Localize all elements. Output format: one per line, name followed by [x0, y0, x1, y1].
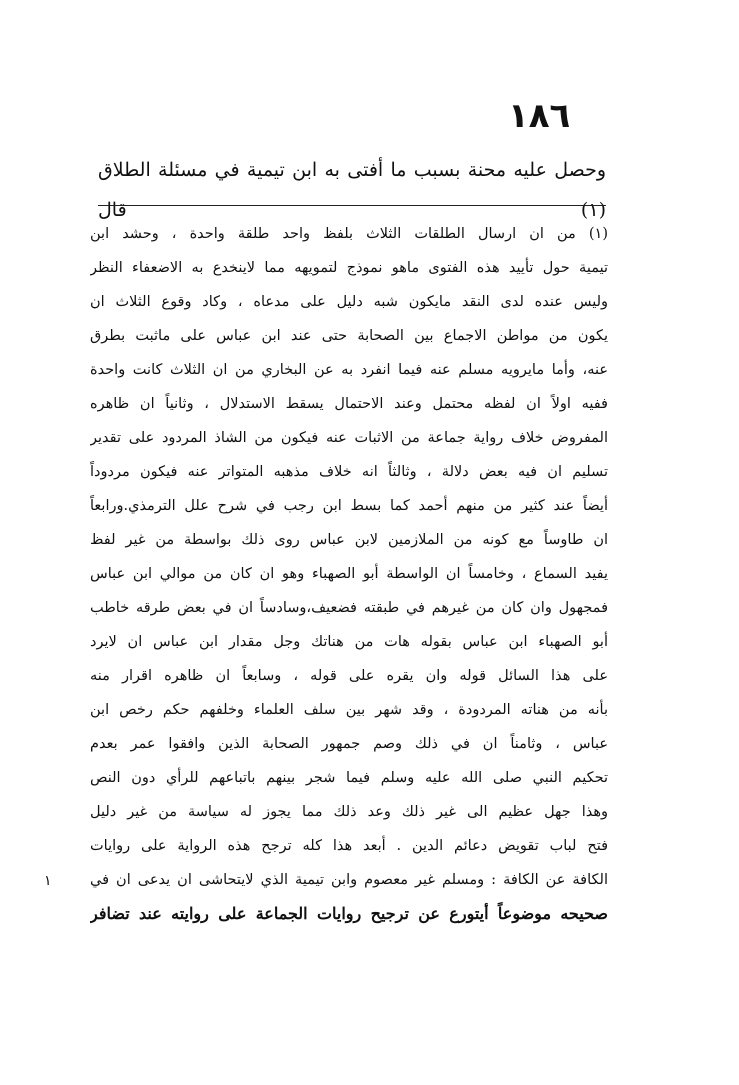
footnote-line: صحيحه موضوعاً أيتورع عن ترجيح روايات الجماعة على روايته عند تضافر: [90, 904, 608, 923]
footnote-line: أيضاً عند كثير من منهم أحمد كما بسط ابن رجب في شرح علل الترمذي.ورابعاً: [90, 498, 608, 514]
footnote-line: يكون من مواطن الاجماع بين الصحابة حتى عند ابن عباس على ماثبت بطرق: [90, 328, 608, 344]
footnote-line: يفيد السماع ، وخامساً ان الواسطة أبو الصهباء وهو ان كان من موالي ابن عباس: [90, 566, 608, 582]
footnote-line: فتح لباب تقويض دعائم الدين . أبعد هذا كله ترجح هذه الرواية على روايات: [90, 838, 608, 854]
footnote-line: (١) من ان ارسال الطلقات الثلاث بلفظ واحد طلقة واحدة ، وحشد ابن: [90, 226, 608, 242]
footnote-line: ففيه اولاً ان لفظه محتمل وعند الاحتمال يسقط الاستدلال ، وثانياً ان ظاهره: [90, 396, 608, 412]
footnote-line: عباس ، وثامناً ان في ذلك وصم جمهور الصحابة الذين وافقوا عمر بعدم: [90, 736, 608, 752]
main-text-line: وحصل عليه محنة بسبب ما أفتى به ابن تيمية في مسئلة الطلاق (١) قال: [98, 159, 606, 221]
footnote-line: وهذا جهل عظيم الى غير ذلك وعد ذلك مما يجوز له سياسة من غير دليل: [90, 804, 608, 820]
footnote-divider: [98, 205, 606, 206]
footnote-line: فمجهول وان كان من غيرهم في طبقته فضعيف،وسادساً ان في بعض طرقه خاطب: [90, 600, 608, 616]
margin-mark: ١: [44, 873, 52, 889]
footnote-line: ان طاوساً مع كونه من الملازمين لابن عباس روى ذلك بواسطة من غير لفظ: [90, 532, 608, 548]
footnote-line: أبو الصهباء ابن عباس بقوله هات من هناتك وجل مقدار ابن عباس ان لايرد: [90, 634, 608, 650]
footnote-line: وليس عنده لدى النقد مايكون شبه دليل على مدعاه ، وكاد وقوع الثلاث ان: [90, 294, 608, 310]
page-number: ١٨٦: [508, 96, 571, 136]
footnote-line: بأنه من هناته المردودة ، وقد شهر بين سلف العلماء وخلفهم حكم رخص ابن: [90, 702, 608, 718]
footnote-block: [90, 217, 608, 931]
footnote-line: الكافة عن الكافة : ومسلم غير معصوم وابن تيمية الذي لايتحاشى ان يدعى ان في: [90, 872, 608, 888]
footnote-line: تيمية حول تأييد هذه الفتوى ماهو نموذج لتمويهه مما لاينخدع به الاضعفاء النظر: [90, 260, 608, 276]
footnote-line: تسليم ان فيه بعض دلالة ، وثالثاً انه خلاف مذهبه المتواتر عنه فيكون مردوداً: [90, 464, 608, 480]
footnote-line: المفروض خلاف رواية جماعة من الاثبات عنه فيكون من الشاذ المردود على تقدير: [90, 430, 608, 446]
footnote-line: على هذا السائل قوله وان يقره على قوله ، وسابعاً ان ظاهره اقرار منه: [90, 668, 608, 684]
footnote-line: تحكيم النبي صلى الله عليه وسلم فيما شجر بينهم باتباعهم للرأي دون النص: [90, 770, 608, 786]
footnote-line: عنه، وأما مايرويه مسلم عنه فيما انفرد به عن البخاري من ان الثلاث كانت واحدة: [90, 362, 608, 378]
